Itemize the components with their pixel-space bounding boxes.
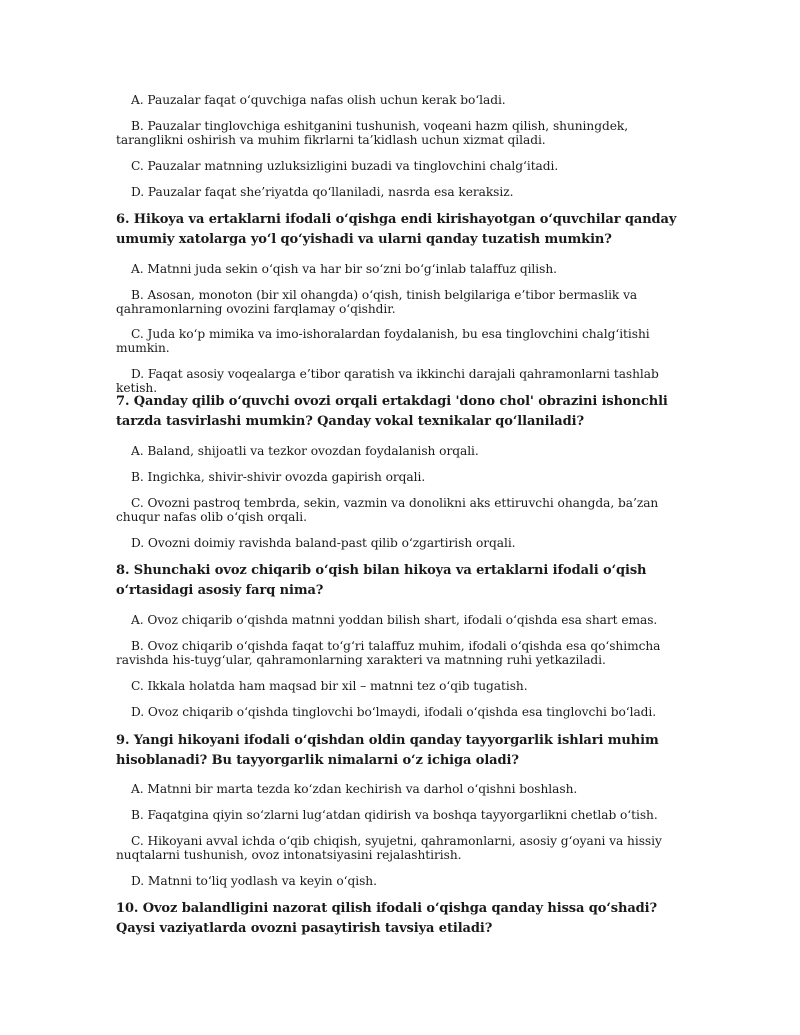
q7-option-a: A. Baland, shijoatli va tezkor ovozdan foydalanish orqali. bbox=[131, 444, 479, 458]
q8-question: 8. Shunchaki ovoz chiqarib o‘qish bilan hikoya va ertaklarni ifodali o‘qish o‘rtasidagi asosiy farq nima? bbox=[116, 563, 647, 598]
q8-option-c: C. Ikkala holatda ham maqsad bir xil – matnni tez o‘qib tugatish. bbox=[131, 679, 528, 693]
q6-option-d: D. Faqat asosiy voqealarga e’tibor qaratish va ikkinchi darajali qahramonlarni tashlab ketish. bbox=[116, 367, 659, 395]
q8-option-a: A. Ovoz chiqarib o‘qishda matnni yoddan bilish shart, ifodali o‘qishda esa shart emas. bbox=[131, 613, 658, 627]
q7-option-d: D. Ovozni doimiy ravishda baland-past qilib o‘zgartirish orqali. bbox=[131, 536, 516, 550]
q6-option-a: A. Matnni juda sekin o‘qish va har bir so‘zni bo‘g‘inlab talaffuz qilish. bbox=[131, 262, 557, 276]
q9-option-c: C. Hikoyani avval ichda o‘qib chiqish, syujetni, qahramonlarni, asosiy g‘oyani va hissiy nuqtalarni tushunish, ovoz intonatsiyasini rejalashtirish. bbox=[116, 834, 662, 862]
q8-option-d: D. Ovoz chiqarib o‘qishda tinglovchi bo‘lmaydi, ifodali o‘qishda esa tinglovchi bo‘ladi. bbox=[131, 705, 657, 719]
q10-question: 10. Ovoz balandligini nazorat qilish ifodali o‘qishga qanday hissa qo‘shadi? Qaysi vaziyatlarda ovozni pasaytirish tavsiya etiladi? bbox=[116, 901, 657, 936]
q6-question: 6. Hikoya va ertaklarni ifodali o‘qishga endi kirishayotgan o‘quvchilar qanday umumiy xatolarga yo‘l qo‘yishadi va ularni qanday tuzatish mumkin? bbox=[116, 212, 677, 247]
q9-option-d: D. Matnni to‘liq yodlash va keyin o‘qish. bbox=[131, 874, 377, 888]
q6-option-b: B. Asosan, monoton (bir xil ohangda) o‘qish, tinish belgilariga e’tibor bermaslik va qahramonlarning ovozini farqlamay o‘qishdir. bbox=[116, 288, 638, 316]
q6-option-c: C. Juda ko‘p mimika va imo-ishoralardan foydalanish, bu esa tinglovchini chalg‘itishi mumkin. bbox=[116, 327, 650, 355]
q5-option-c: C. Pauzalar matnning uzluksizligini buzadi va tinglovchini chalg‘itadi. bbox=[131, 159, 559, 173]
q8-option-b: B. Ovoz chiqarib o‘qishda faqat to‘g‘ri talaffuz muhim, ifodali o‘qishda esa qo‘shimcha ravishda his-tuyg‘ular, qahramonlarning xarakteri va matnning ruhi yetkaziladi. bbox=[116, 639, 661, 667]
q9-question: 9. Yangi hikoyani ifodali o‘qishdan oldin qanday tayyorgarlik ishlari muhim hisoblanadi? Bu tayyorgarlik nimalarni o‘z ichiga oladi? bbox=[116, 733, 659, 768]
q7-option-b: B. Ingichka, shivir-shivir ovozda gapirish orqali. bbox=[131, 470, 426, 484]
q9-option-b: B. Faqatgina qiyin so‘zlarni lug‘atdan qidirish va boshqa tayyorgarlikni chetlab o‘tish. bbox=[131, 808, 658, 822]
q5-option-a: A. Pauzalar faqat o‘quvchiga nafas olish uchun kerak bo‘ladi. bbox=[131, 93, 506, 107]
q5-option-b: B. Pauzalar tinglovchiga eshitganini tushunish, voqeani hazm qilish, shuningdek, taranglikni oshirish va muhim fikrlarni ta’kidlash uchun xizmat qiladi. bbox=[116, 119, 629, 147]
q9-option-a: A. Matnni bir marta tezda ko‘zdan kechirish va darhol o‘qishni boshlash. bbox=[131, 782, 578, 796]
q7-question: 7. Qanday qilib o‘quvchi ovozi orqali ertakdagi 'dono chol' obrazini ishonchli tarzda tasvirlashi mumkin? Qanday vokal texnikalar qo‘llaniladi? bbox=[116, 394, 668, 429]
q7-option-c: C. Ovozni pastroq tembrda, sekin, vazmin va donolikni aks ettiruvchi ohangda, ba’zan chuqur nafas olib o‘qish orqali. bbox=[116, 496, 659, 524]
q5-option-d: D. Pauzalar faqat she’riyatda qo‘llaniladi, nasrda esa keraksiz. bbox=[131, 185, 514, 199]
